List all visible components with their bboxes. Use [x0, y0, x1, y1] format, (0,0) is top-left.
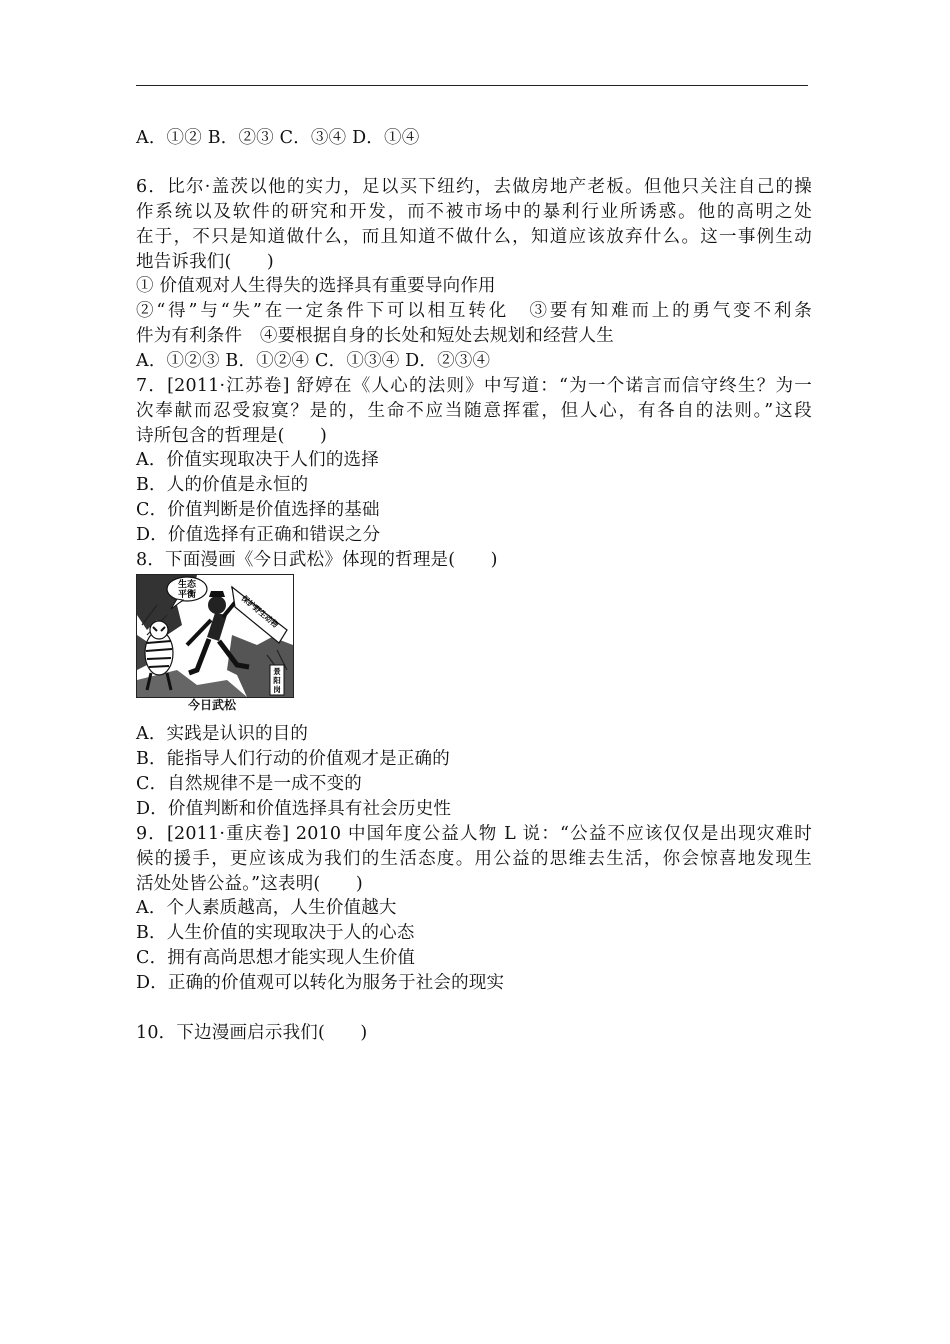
q9-option-b: B．人生价值的实现取决于人的心态	[136, 923, 415, 943]
q9-option-c: C．拥有高尚思想才能实现人生价值	[136, 948, 416, 968]
q5-options: A．①② B．②③ C．③④ D．①④	[136, 128, 420, 148]
bubble-text-line-1: 生态	[177, 580, 197, 590]
q8-option-b: B．能指导人们行动的价值观才是正确的	[136, 749, 450, 769]
q7-stem-line-2: 次奉献而忍受寂寞？是的，生命不应当随意挥霍，但人心，有各自的法则。”这段	[136, 401, 812, 421]
q7-option-a: A．价值实现取决于人们的选择	[136, 450, 379, 470]
q7-option-d: D．价值选择有正确和错误之分	[136, 525, 381, 545]
q6-options: A．①②③ B．①②④ C．①③④ D．②③④	[136, 351, 491, 371]
q6-stem-line-2: 作系统以及软件的研究和开发，而不被市场中的暴利行业所诱惑。他的高明之处	[136, 202, 812, 222]
q6-stem-line-4: 地告诉我们( )	[136, 252, 274, 272]
q9-stem-line-1: 9．[2011·重庆卷] 2010 中国年度公益人物 L 说：“公益不应该仅仅是出现灾难时	[136, 824, 812, 844]
q9-stem-line-3: 活处处皆公益。”这表明( )	[136, 874, 363, 894]
cartoon-caption: 今日武松	[188, 698, 237, 712]
q9-stem-line-2: 候的援手，更应该成为我们的生活态度。用公益的思维去生活，你会惊喜地发现生	[136, 849, 812, 869]
q9-option-a: A．个人素质越高，人生价值越大	[136, 898, 397, 918]
q7-option-c: C．价值判断是价值选择的基础	[136, 500, 380, 520]
q7-stem-line-1: 7．[2011·江苏卷] 舒婷在《人心的法则》中写道：“为一个诺言而信守终生？为一	[136, 376, 812, 396]
q6-stem-line-3: 在于，不只是知道做什么，而且知道不做什么，知道应该放弃什么。这一事例生动	[136, 227, 812, 247]
q7-stem-line-3: 诗所包含的哲理是( )	[136, 426, 328, 446]
sign-text-1: 景	[273, 667, 281, 676]
q7-option-b: B．人的价值是永恒的	[136, 475, 309, 495]
cartoon-image	[136, 574, 294, 698]
q8-option-d: D．价值判断和价值选择具有社会历史性	[136, 799, 452, 819]
q8-stem: 8．下面漫画《今日武松》体现的哲理是( )	[136, 550, 498, 570]
q10-stem: 10．下边漫画启示我们( )	[136, 1023, 368, 1043]
sign-text-2: 阳	[273, 676, 281, 685]
sign-text-3: 岗	[273, 685, 281, 694]
q6-stem-line-1: 6．比尔·盖茨以他的实力，足以买下纽约，去做房地产老板。但他只关注自己的操	[136, 177, 812, 197]
q9-option-d: D．正确的价值观可以转化为服务于社会的现实	[136, 973, 505, 993]
banner-text: 保护野生动物	[239, 593, 280, 630]
q6-statement-3-4: 件为有利条件 ④要根据自身的长处和短处去规划和经营人生	[136, 326, 614, 346]
q8-option-a: A．实践是认识的目的	[136, 724, 309, 744]
header-rule	[136, 85, 808, 86]
q6-statement-2-3: ②“得”与“失”在一定条件下可以相互转化 ③要有知难而上的勇气变不利条	[136, 301, 812, 321]
q8-option-c: C．自然规律不是一成不变的	[136, 774, 362, 794]
q6-statement-1: ① 价值观对人生得失的选择具有重要导向作用	[136, 276, 496, 296]
bubble-text-line-2: 平衡	[177, 590, 197, 600]
